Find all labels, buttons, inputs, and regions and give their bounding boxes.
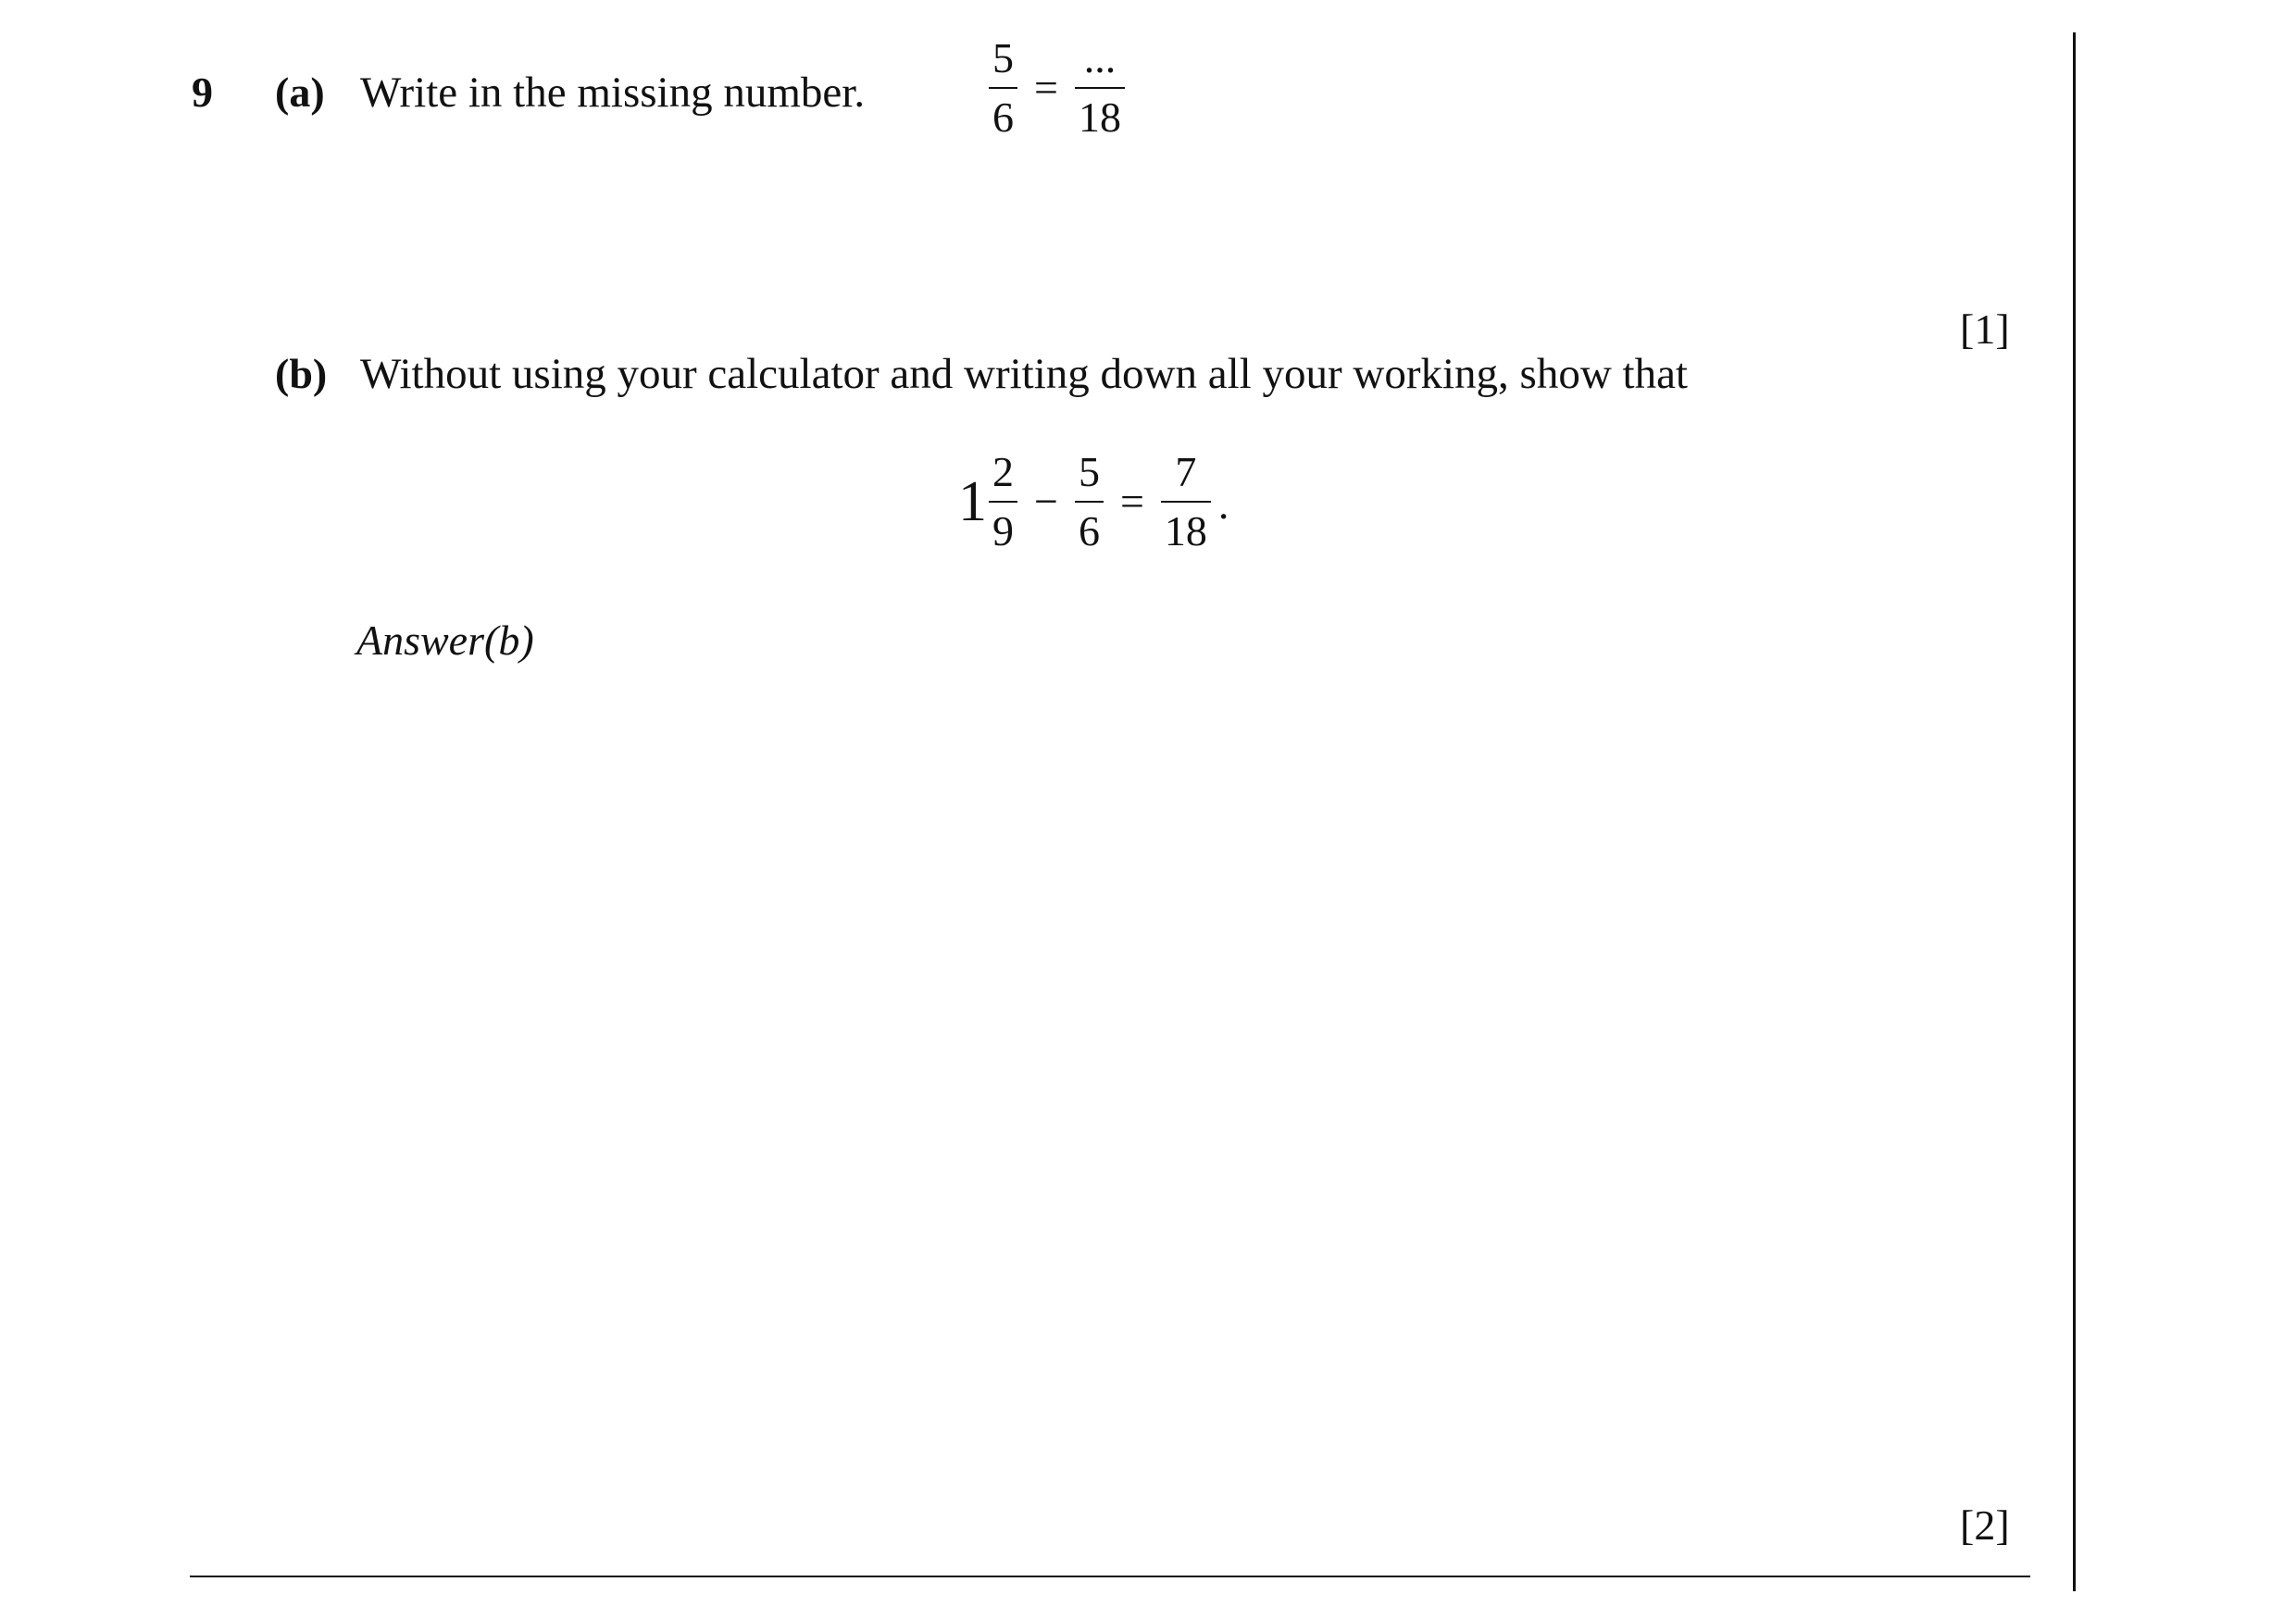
part-b-text: Without using your calculator and writing down all your working, show that [360,350,1688,398]
missing-numerator-blank[interactable]: ... [1083,34,1117,81]
numerator: 5 [992,34,1014,81]
whole-number: 1 [958,470,987,533]
fraction-bar [1075,87,1125,89]
part-b-equation [958,448,1229,554]
denominator: 6 [1078,507,1100,554]
minus-sign: − [1034,478,1058,525]
fraction-bar [1075,501,1104,503]
denominator: 18 [1078,93,1121,141]
fraction-seven-eighteenths [1161,448,1211,554]
fraction-two-ninths [989,448,1017,554]
part-b-marks: [2] [1960,1501,2010,1549]
fraction-bar [989,501,1017,503]
denominator: 18 [1164,507,1207,554]
question-number: 9 [192,69,213,116]
equals-sign: = [1119,478,1144,525]
fraction-five-sixths [989,34,1017,141]
part-a-text: Write in the missing number. [360,69,866,117]
equals-sign: = [1034,64,1058,111]
numerator: 5 [1078,448,1100,495]
part-a-equation [989,34,1125,141]
numerator: 2 [992,448,1014,495]
margin-rule [2073,32,2076,1591]
denominator: 6 [992,93,1014,141]
part-a-label: (a) [275,69,325,116]
question-end-rule [190,1576,2030,1577]
part-a-marks: [1] [1960,305,2010,353]
fraction-bar [1161,501,1211,503]
answer-b-working-area[interactable] [356,685,2023,1518]
fraction-bar [989,87,1017,89]
period: . [1217,480,1229,528]
numerator: 7 [1175,448,1197,495]
part-b-label: (b) [275,350,328,397]
fraction-missing-over-eighteen[interactable] [1075,34,1125,141]
denominator: 9 [992,507,1014,554]
fraction-five-sixths [1075,448,1104,554]
answer-b-label: Answer(b) [356,617,534,664]
